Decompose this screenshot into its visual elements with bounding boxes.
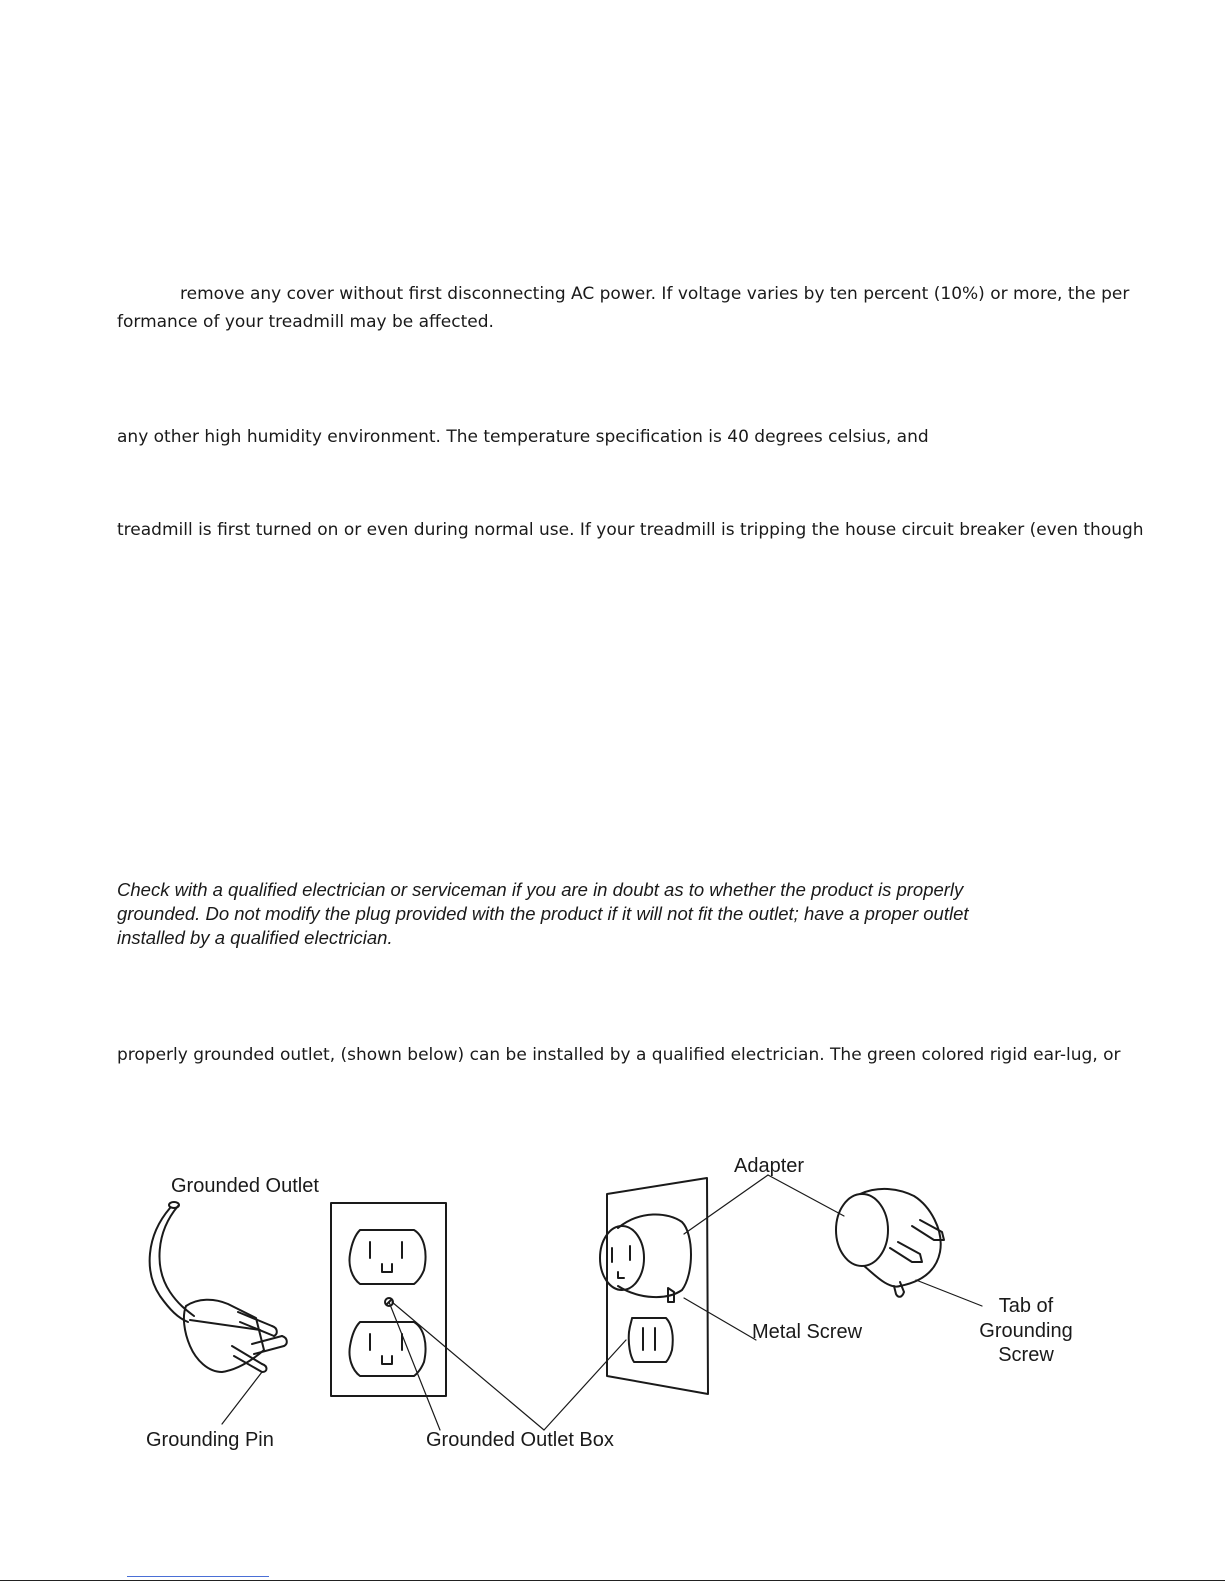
page-bottom-rule bbox=[0, 1580, 1225, 1581]
label-grounding-pin: Grounding Pin bbox=[146, 1429, 274, 1451]
paragraph-1-line-2: formance of your treadmill may be affected. bbox=[117, 312, 494, 332]
paragraph-4-line-1: properly grounded outlet, (shown below) can be installed by a qualified electrician. The green colored rigid ear-lug, or bbox=[117, 1045, 1121, 1065]
duplex-outlet-icon bbox=[331, 1203, 446, 1396]
warning-line-2: grounded. Do not modify the plug provided with the product if it will not fit the outlet; have a proper outlet bbox=[117, 903, 969, 924]
grounding-plug-icon bbox=[150, 1202, 287, 1372]
paragraph-1-line-1: remove any cover without first disconnecting AC power. If voltage varies by ten percent (10%) or more, the per bbox=[180, 284, 1130, 304]
label-grounded-outlet: Grounded Outlet bbox=[171, 1175, 319, 1197]
warning-line-1: Check with a qualified electrician or serviceman if you are in doubt as to whether the product is properly bbox=[117, 879, 964, 900]
label-adapter: Adapter bbox=[734, 1155, 805, 1177]
adapter-icon bbox=[836, 1189, 944, 1297]
paragraph-2-line-1: any other high humidity environment. The temperature specification is 40 degrees celsius, and bbox=[117, 427, 929, 447]
label-grounding: Grounding bbox=[979, 1320, 1073, 1342]
label-metal-screw: Metal Screw bbox=[752, 1321, 863, 1343]
label-screw: Screw bbox=[998, 1344, 1054, 1366]
paragraph-3-line-1: treadmill is first turned on or even during normal use. If your treadmill is tripping the house circuit breaker (even though bbox=[117, 520, 1144, 540]
adapter-on-outlet-icon bbox=[600, 1178, 708, 1394]
label-tab-of: Tab of bbox=[998, 1295, 1054, 1317]
warning-line-3: installed by a qualified electrician. bbox=[117, 927, 393, 948]
footer-link-underline[interactable] bbox=[127, 1576, 269, 1577]
callout-lines bbox=[222, 1175, 982, 1430]
label-grounded-outlet-box: Grounded Outlet Box bbox=[426, 1429, 614, 1451]
